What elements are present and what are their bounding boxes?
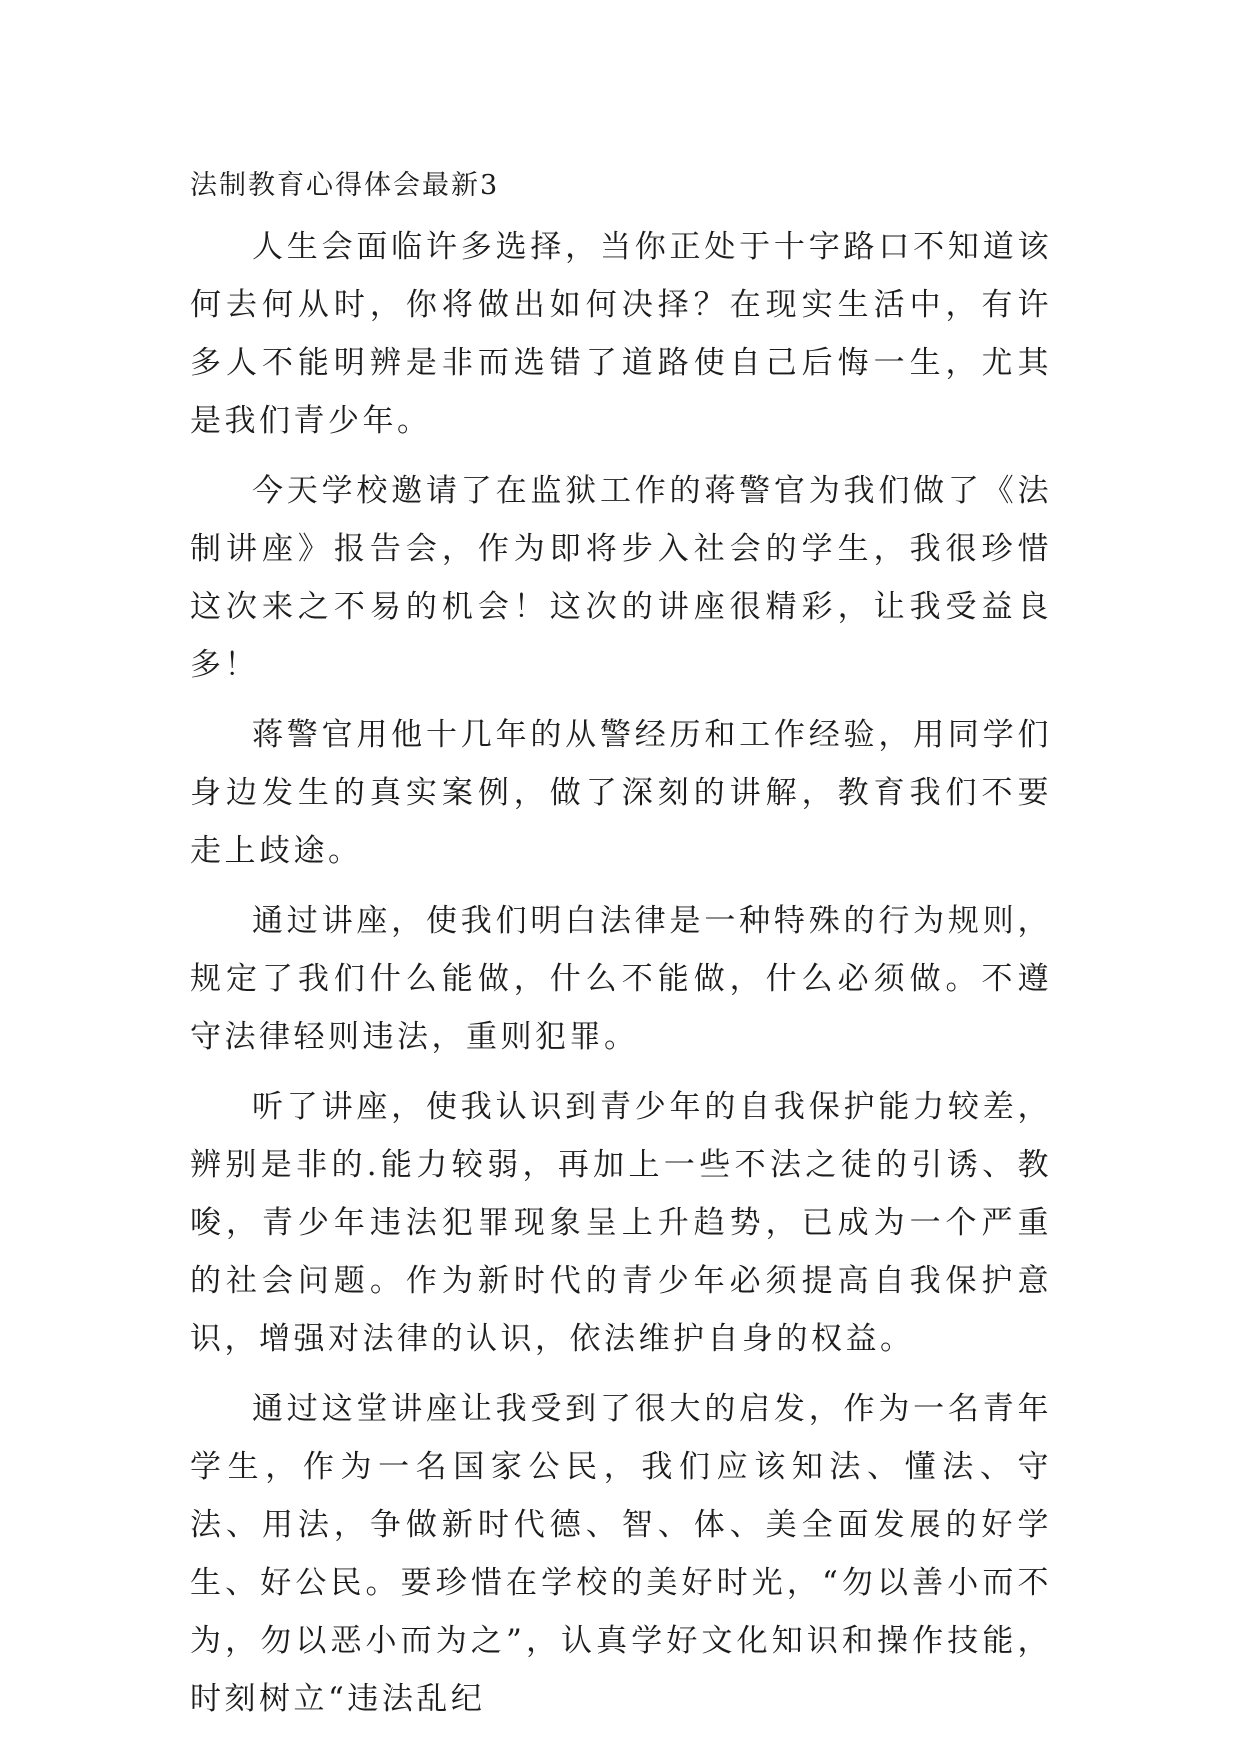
title-spacer	[190, 206, 1052, 218]
paragraph-officer-experience: 蒋警官用他十几年的从警经历和工作经验，用同学们身边发生的真实案例，做了深刻的讲解，教育我们不要走上歧途。	[190, 717, 1052, 869]
paragraph-inspiration: 通过这堂讲座让我受到了很大的启发，作为一名青年学生，作为一名国家公民，我们应该知法、懂法、守法、用法，争做新时代德、智、体、美全面发展的好学生、好公民。要珍惜在学校的美好时光，“勿以善小而不为，勿以恶小而为之”，认真学好文化知识和操作技能，时刻树立“违法乱纪	[190, 1391, 1052, 1717]
paragraph-law-rules: 通过讲座，使我们明白法律是一种特殊的行为规则，规定了我们什么能做，什么不能做，什么必须做。不遵守法律轻则违法，重则犯罪。	[190, 903, 1052, 1055]
paragraph-intro: 人生会面临许多选择，当你正处于十字路口不知道该何去何从时，你将做出如何决择？在现实生活中，有许多人不能明辨是非而选错了道路使自己后悔一生，尤其是我们青少年。	[190, 229, 1052, 439]
paragraph-lecture-invite: 今天学校邀请了在监狱工作的蒋警官为我们做了《法制讲座》报告会，作为即将步入社会的学生，我很珍惜这次来之不易的机会！这次的讲座很精彩，让我受益良多！	[190, 473, 1052, 683]
document-title: 法制教育心得体会最新3	[190, 170, 500, 201]
document-body	[190, 166, 1052, 1728]
paragraph-self-protection: 听了讲座，使我认识到青少年的自我保护能力较差，辨别是非的.能力较弱，再加上一些不法之徒的引诱、教唆，青少年违法犯罪现象呈上升趋势，已成为一个严重的社会问题。作为新时代的青少年必须提高自我保护意识，增强对法律的认识，依法维护自身的权益。	[190, 1089, 1052, 1357]
